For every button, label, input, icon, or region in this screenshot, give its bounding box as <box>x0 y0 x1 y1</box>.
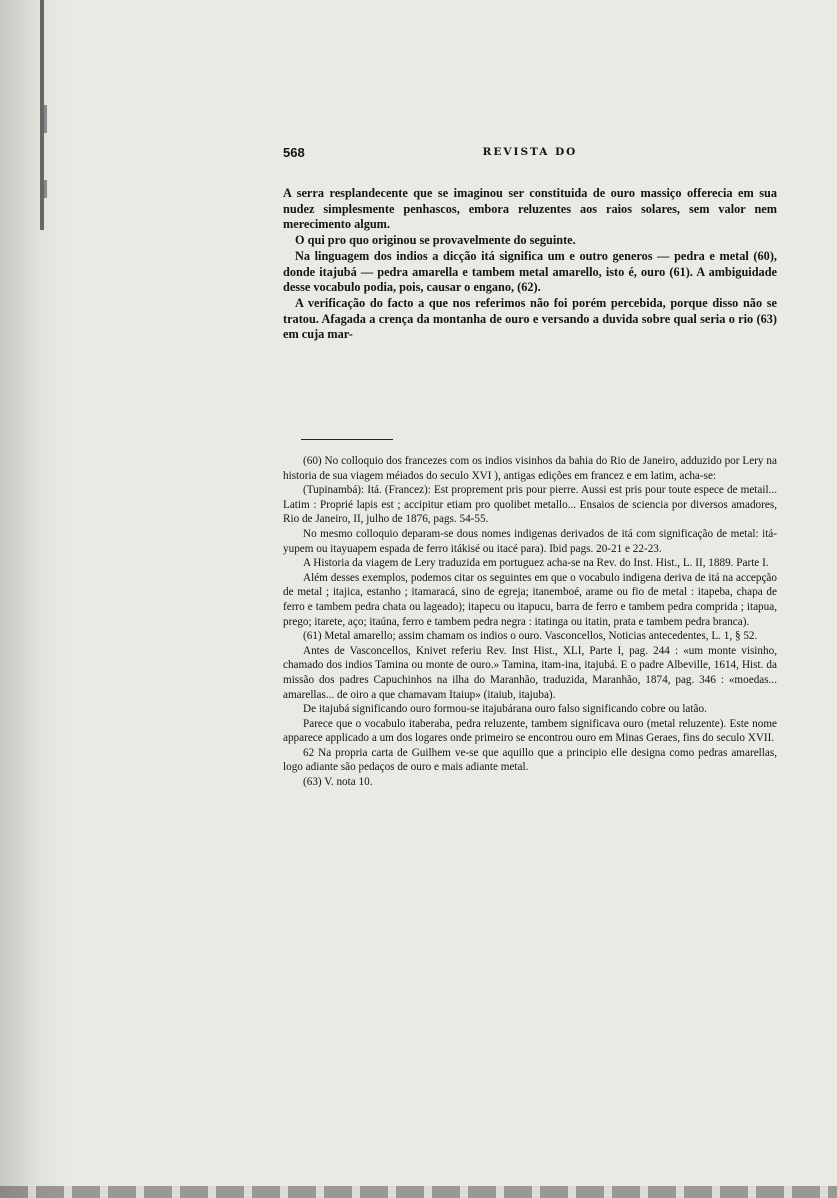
binding-mark <box>44 180 47 198</box>
footnotes <box>283 454 777 790</box>
page-header <box>283 145 777 167</box>
main-text <box>283 186 777 343</box>
footnote: Além desses exemplos, podemos citar os seguintes em que o vocabulo indigena deriva de itá na accepção de metal ; itajica, estanho ; itamaracá, sino de egreja; itanemboé, arame ou fio de metal : itapeba, chapa de ferro e tambem pedra chata ou lageado); itapecu ou itapucu, barra de ferro e tambem pedra comprida ; itapua, prego; itarete, aço; itaúna, ferro e tambem pedra negra : itatinga ou itatin, prata e tambem pedra branca). <box>283 571 777 628</box>
footnote: No mesmo colloquio deparam-se dous nomes indigenas derivados de itá com significação de metal: itá-yupem ou itayuapem espada de ferro itákisé ou itacé para). Ibid pags. 20-21 e 22-23. <box>283 527 777 555</box>
scan-edge <box>0 1186 837 1198</box>
footnote: (Tupinambá): Itá. (Francez): Est proprement pris pour pierre. Aussi est pris pour toute espece de metail... Latim : Proprié lapis est ; accipitur etiam pro quolibet metallo... Ensaios de sciencia por diversos amadores, Rio de Janeiro, II, julho de 1876, pags. 54-55. <box>283 484 777 526</box>
binding-mark <box>44 105 47 133</box>
footnote: A Historia da viagem de Lery traduzida em portuguez acha-se na Rev. do Inst. Hist., L. II, 1889. Parte I. <box>303 557 769 570</box>
footnote: Antes de Vasconcellos, Knivet referiu Rev. Inst Hist., XLI, Parte I, pag. 244 : «um monte visinho, chamado dos indios Tamina ou monte de ouro.» Tamina, itam-ina, itajubá. E o padre Albeville, 1614, Hist. da missão dos padres Capuchinhos na ilha do Maranhão, traduzida, Maranhão, 1874, pag. 346 : «moedas... amarellas... de oiro a que chamavam Itaiup» (itaiub, itajuba). <box>283 644 777 701</box>
footnote: (63) V. nota 10. <box>303 776 373 789</box>
footnote-rule <box>301 439 393 440</box>
paragraph: Na linguagem dos indios a dicção itá significa um e outro generos — pedra e metal (60), donde itajubá — pedra amarella e tambem metal amarello, isto é, ouro (61). A ambiguidade desse vocabulo podia, pois, causar o engano, (62). <box>283 248 777 295</box>
running-head: REVISTA DO <box>482 146 578 158</box>
footnote: De itajubá significando ouro formou-se itajubárana ouro falso significando cobre ou latão. <box>303 703 707 716</box>
footnote: (60) No colloquio dos francezes com os indios visinhos da bahia do Rio de Janeiro, adduzido por Lery na historia de sua viagem méiados do seculo XVI ), antigas edições em francez e em latim, acha-se: <box>283 455 777 482</box>
paragraph: A verificação do facto a que nos referimos não foi porém percebida, porque disso não se tratou. Afagada a crença da montanha de ouro e versando a duvida sobre qual seria o rio (63) em cuja mar- <box>283 295 777 342</box>
paragraph: O qui pro quo originou se provavelmente do seguinte. <box>295 233 576 248</box>
page-number: 568 <box>283 145 305 160</box>
footnote: (61) Metal amarello; assim chamam os indios o ouro. Vasconcellos, Noticias antecedentes, L. 1, § 52. <box>303 630 758 643</box>
footnote: 62 Na propria carta de Guilhem ve-se que aquillo que a principio elle designa como pedras amarellas, logo adiante são pedaços de ouro e mais adiante metal. <box>283 746 777 774</box>
paragraph: A serra resplandecente que se imaginou ser constituida de ouro massiço offerecia em sua nudez simplesmente penhascos, embora reluzentes aos raios solares, sem valor nem merecimento algum. <box>283 186 777 232</box>
footnote: Parece que o vocabulo itaberaba, pedra reluzente, tambem significava ouro (metal reluzente). Este nome apparece applicado a um dos logares onde primeiro se encontrou ouro em Minas Geraes, fins do seculo XVII. <box>283 717 777 745</box>
book-binding-shadow <box>0 0 70 1198</box>
